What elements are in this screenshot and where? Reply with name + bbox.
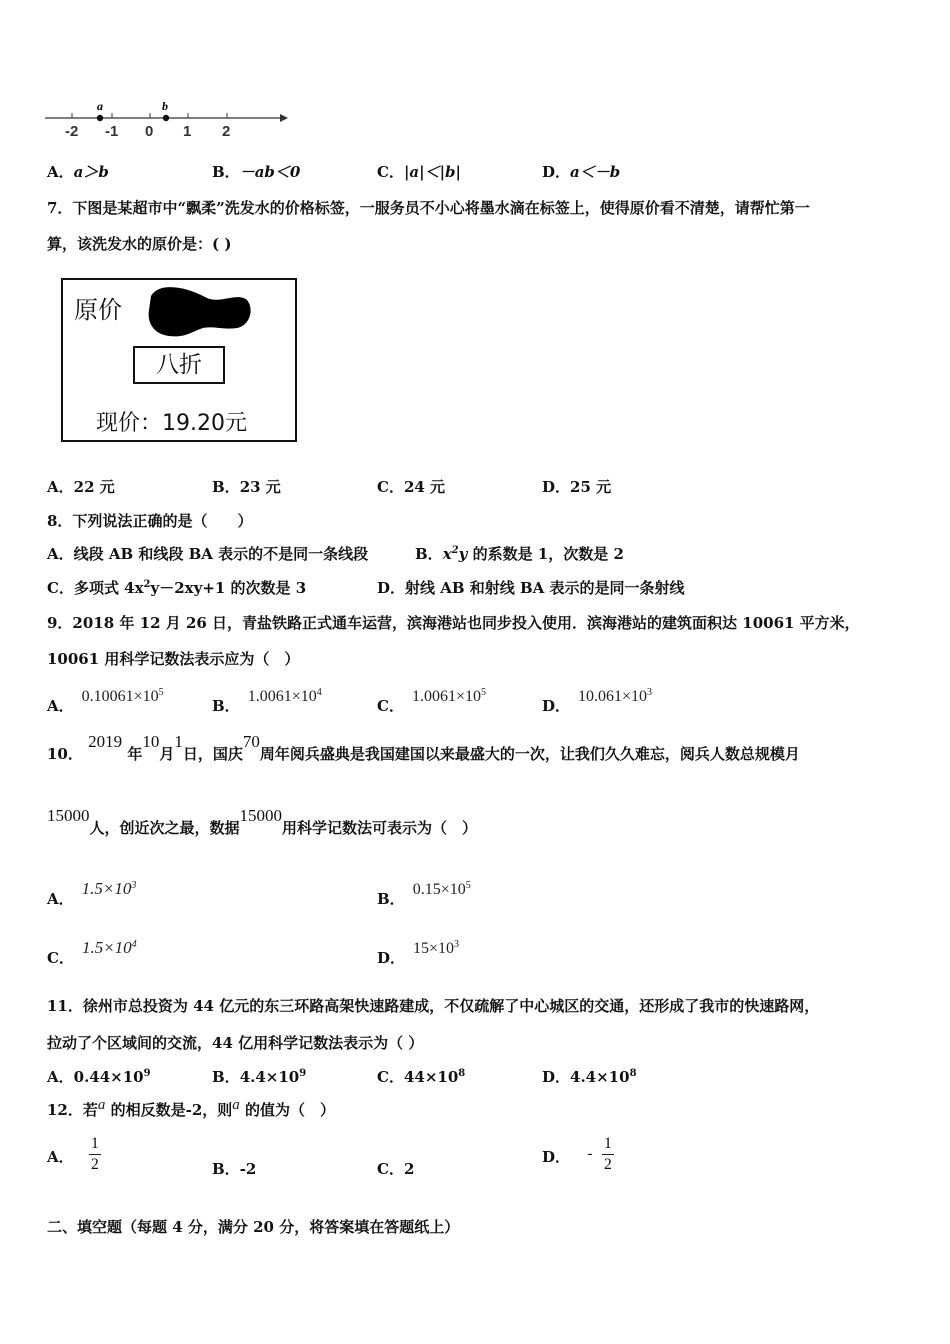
tick-label: -2 xyxy=(65,123,79,140)
q10-option-b[interactable]: B．$0.15\times 10^5$ xyxy=(377,880,471,908)
number-line xyxy=(40,98,300,140)
original-price-label: 原价 xyxy=(74,296,122,324)
ink-blot xyxy=(145,282,255,340)
q9-option-c[interactable]: C．$1.0061\times 10^5$ xyxy=(377,687,486,715)
q10-stem-line1: 10． 2019 年10月1日，国庆70周年阅兵盛典是我国建国以来最盛大的一次，让我们久久难忘，阅兵人数总规模月 xyxy=(47,732,800,763)
q7-option-b[interactable]: B．23 元 xyxy=(212,478,281,496)
q6-option-c[interactable]: C．|a|＜|b| xyxy=(377,163,461,181)
q6-option-b[interactable]: B．－ab＜0 xyxy=(212,163,301,181)
q9-stem-line1: 9．2018 年 12 月 26 日，青盐铁路正式通车运营，滨海港站也同步投入使用．滨海港站的建筑面积达 10061 平方米， xyxy=(47,614,860,632)
tick-label: 2 xyxy=(222,123,231,140)
q12-option-b[interactable]: B．-2 xyxy=(212,1160,257,1178)
q10-option-d[interactable]: D．$15\times 10^3$ xyxy=(377,939,460,967)
q9-option-b[interactable]: B．$1.0061\times 10^4$ xyxy=(212,687,322,715)
q10-option-c[interactable]: C．$1.5\times 10^4$ xyxy=(47,938,137,967)
q12-option-c[interactable]: C．2 xyxy=(377,1160,415,1178)
q11-option-d[interactable]: D．$4.4\times 10^8$ xyxy=(542,1068,637,1086)
tick-label: -1 xyxy=(105,123,119,140)
point-a-dot xyxy=(97,115,103,121)
q10-stem-line2: 15000人，创近次之最，数据15000用科学记数法可表示为（ ） xyxy=(47,806,478,837)
price-label-figure xyxy=(61,278,297,442)
tick-label: 0 xyxy=(145,123,154,140)
section-2-heading: 二、填空题（每题 4 分，满分 20 分，将答案填在答题纸上） xyxy=(47,1218,460,1236)
point-b-dot xyxy=(163,115,169,121)
q11-option-b[interactable]: B．$4.4\times 10^9$ xyxy=(212,1068,307,1086)
q6-option-a[interactable]: A．a＞b xyxy=(47,163,109,181)
q8-option-c[interactable]: C．多项式 $4x^2y-2xy+1$ 的次数是 3 xyxy=(47,579,307,597)
q9-stem-line2: 10061 用科学记数法表示应为（ ） xyxy=(47,650,300,668)
q12-option-a[interactable]: A． $\frac{1}{2}$ xyxy=(47,1135,99,1173)
q10-option-a[interactable]: A．$1.5\times 10^3$ xyxy=(47,879,137,908)
q8-option-b[interactable]: B．$x^2y$ 的系数是 1，次数是 2 xyxy=(415,545,624,563)
q8-option-d[interactable]: D．射线 AB 和射线 BA 表示的是同一条射线 xyxy=(377,579,685,597)
current-price-label: 现价：19.20元 xyxy=(96,411,247,436)
q7-option-c[interactable]: C．24 元 xyxy=(377,478,446,496)
q8-stem: 8．下列说法正确的是（ ） xyxy=(47,512,253,530)
q12-option-d[interactable]: D． - $\frac{1}{2}$ xyxy=(542,1135,612,1173)
q11-stem-line2: 拉动了个区域间的交流，44 亿用科学记数法表示为（ ） xyxy=(47,1034,424,1052)
q7-option-d[interactable]: D．25 元 xyxy=(542,478,612,496)
tick-label: 1 xyxy=(183,123,192,140)
q9-option-d[interactable]: D．$10.061\times 10^3$ xyxy=(542,687,653,715)
discount-box: 八折 xyxy=(133,346,225,384)
q7-stem-line1: 7．下图是某超市中“飘柔”洗发水的价格标签，一服务员不小心将墨水滴在标签上，使得原价看不清楚，请帮忙第一 xyxy=(47,199,810,217)
q11-stem-line1: 11．徐州市总投资为 44 亿元的东三环路高架快速路建成，不仅疏解了中心城区的交通，还形成了我市的快速路网， xyxy=(47,997,820,1015)
q6-option-d[interactable]: D．a＜－b xyxy=(542,163,621,181)
q9-option-a[interactable]: A．$0.10061\times 10^5$ xyxy=(47,687,164,715)
q11-option-c[interactable]: C．$44\times 10^8$ xyxy=(377,1068,466,1086)
q12-stem: 12．若a 的相反数是-2，则a 的值为（ ） xyxy=(47,1097,336,1119)
q7-stem-line2: 算，该洗发水的原价是：( ) xyxy=(47,235,232,253)
q11-option-a[interactable]: A．$0.44\times 10^9$ xyxy=(47,1068,151,1086)
q7-option-a[interactable]: A．22 元 xyxy=(47,478,115,496)
point-b-label: b xyxy=(162,99,168,113)
point-a-label: a xyxy=(97,99,103,113)
q8-option-a[interactable]: A．线段 AB 和线段 BA 表示的不是同一条线段 xyxy=(47,545,369,563)
